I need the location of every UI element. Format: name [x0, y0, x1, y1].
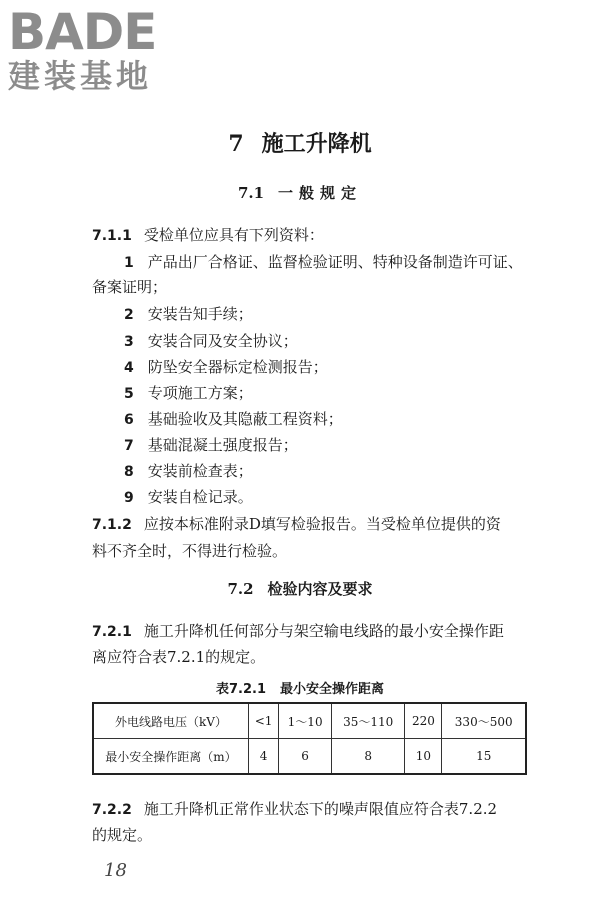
table-cell: 220: [405, 703, 442, 739]
list-item-continuation: 备案证明；: [92, 278, 168, 296]
table-cell: 15: [442, 739, 526, 775]
table-cell: 330～500: [442, 703, 526, 739]
table-cell: 6: [279, 739, 332, 775]
table-cell: 1～10: [279, 703, 332, 739]
clause-number: 7.1.2: [92, 517, 132, 533]
clause-text: 受检单位应具有下列资料：: [143, 226, 324, 244]
min-safe-distance-table: [92, 702, 527, 775]
section-title-7-1: [0, 182, 600, 203]
brand-logo: [8, 3, 198, 106]
table-cell: 10: [405, 739, 442, 775]
clause-number: 7.1.1: [92, 228, 132, 244]
table-caption: [0, 678, 600, 697]
list-item: 7 基础混凝土强度报告；: [124, 436, 298, 454]
list-item: 4 防坠安全器标定检测报告；: [124, 358, 328, 376]
clause-7-2-2: 7.2.2 施工升降机正常作业状态下的噪声限值应符合表7.2.2: [92, 800, 498, 818]
list-item: 1 产品出厂合格证、监督检验证明、特种设备制造许可证、: [124, 253, 523, 271]
table-cell: <1: [249, 703, 279, 739]
clause-number: 7.2.1: [92, 624, 132, 640]
table-cell: 8: [332, 739, 405, 775]
section-title-text: 检验内容及要求: [267, 580, 373, 598]
clause-7-1-2: 7.1.2 应按本标准附录D填写检验报告。当受检单位提供的资: [92, 515, 501, 533]
table-cell: 最小安全操作距离（m）: [93, 739, 249, 775]
clause-continuation: 的规定。: [92, 826, 153, 844]
list-item: 3 安装合同及安全协议；: [124, 332, 298, 350]
table-number: 表7.2.1: [215, 682, 266, 697]
list-item: 2 安装告知手续；: [124, 305, 253, 323]
clause-continuation: 离应符合表7.2.1的规定。: [92, 648, 266, 666]
table-cell: 外电线路电压（kV）: [93, 703, 249, 739]
logo-subtitle: 建装基地: [8, 57, 153, 95]
section-title-7-2: [0, 578, 600, 599]
clause-continuation: 料不齐全时，不得进行检验。: [92, 542, 288, 560]
table-cell: 4: [249, 739, 279, 775]
section-number: 7.1: [237, 184, 265, 202]
table-row: [93, 739, 526, 775]
page-number: 18: [104, 860, 127, 881]
clause-7-2-1: 7.2.1 施工升降机任何部分与架空输电线路的最小安全操作距: [92, 622, 504, 640]
chapter-title: [0, 127, 600, 158]
logo-brand-text: BADE: [8, 3, 157, 61]
clause-number: 7.2.2: [92, 802, 132, 818]
list-item: 5 专项施工方案；: [124, 384, 253, 402]
chapter-title-text: 施工升降机: [261, 131, 372, 157]
clause-7-1-1: [92, 224, 324, 245]
section-number: 7.2: [227, 580, 254, 598]
table-row: [93, 703, 526, 739]
list-item: 9 安装自检记录。: [124, 488, 253, 506]
list-item: 8 安装前检查表；: [124, 462, 253, 480]
list-item: 6 基础验收及其隐蔽工程资料；: [124, 410, 343, 428]
table-cell: 35～110: [332, 703, 405, 739]
table-title: 最小安全操作距离: [280, 682, 385, 697]
chapter-number: 7: [228, 131, 244, 157]
section-title-text: 一般规定: [278, 184, 363, 202]
